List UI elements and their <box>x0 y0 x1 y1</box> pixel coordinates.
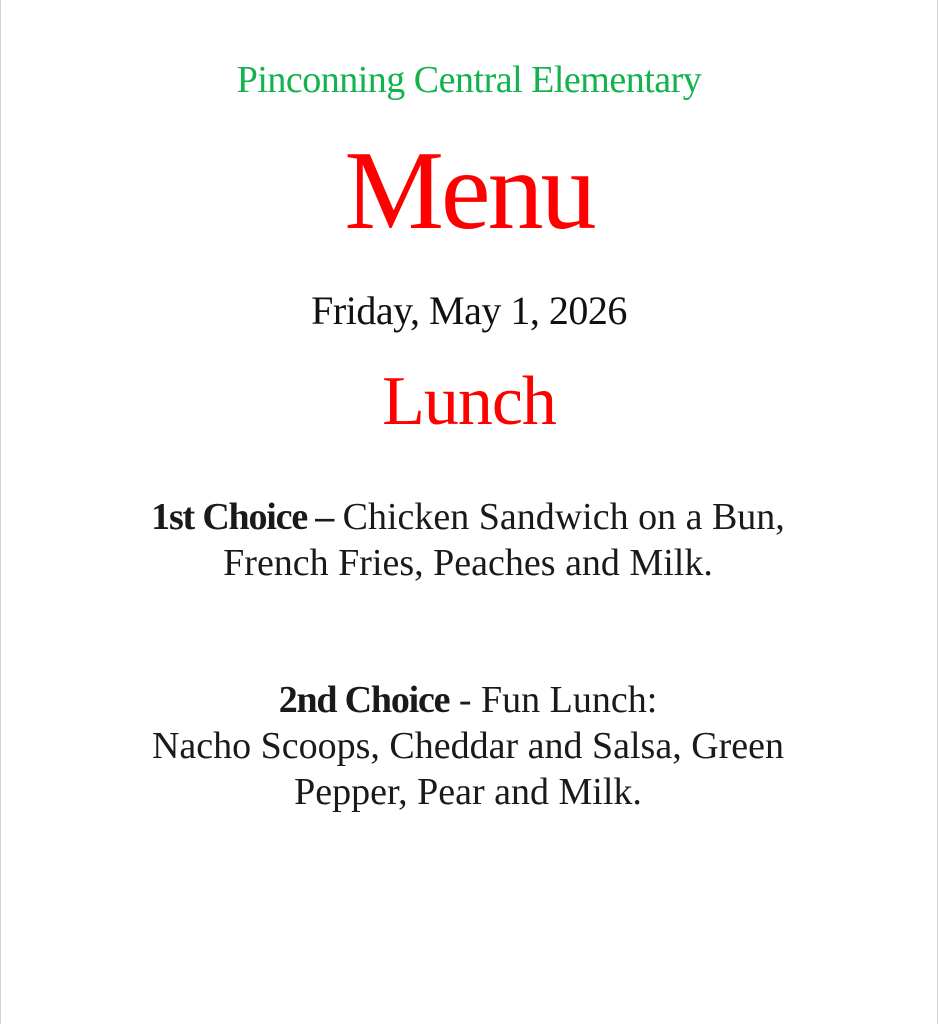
school-name: Pinconning Central Elementary <box>236 59 702 101</box>
meal-heading: Lunch <box>382 363 556 440</box>
second-choice-label: 2nd Choice <box>278 679 450 721</box>
second-choice-line-2: Nacho Scoops, Cheddar and Salsa, Green <box>151 725 785 767</box>
menu-title: Menu <box>344 129 594 253</box>
first-choice-label: 1st Choice – <box>151 496 334 538</box>
second-choice-text: - Fun Lunch: <box>449 679 658 721</box>
second-choice-line-3: Pepper, Pear and Milk. <box>294 771 642 813</box>
first-choice-line-1 <box>111 494 825 540</box>
second-choice-line-1 <box>111 677 825 723</box>
second-choice <box>111 677 825 815</box>
menu-date: Friday, May 1, 2026 <box>311 288 627 333</box>
first-choice-text: Chicken Sandwich on a Bun, <box>333 496 785 538</box>
first-choice-line-2: French Fries, Peaches and Milk. <box>223 542 713 584</box>
first-choice <box>111 494 825 586</box>
